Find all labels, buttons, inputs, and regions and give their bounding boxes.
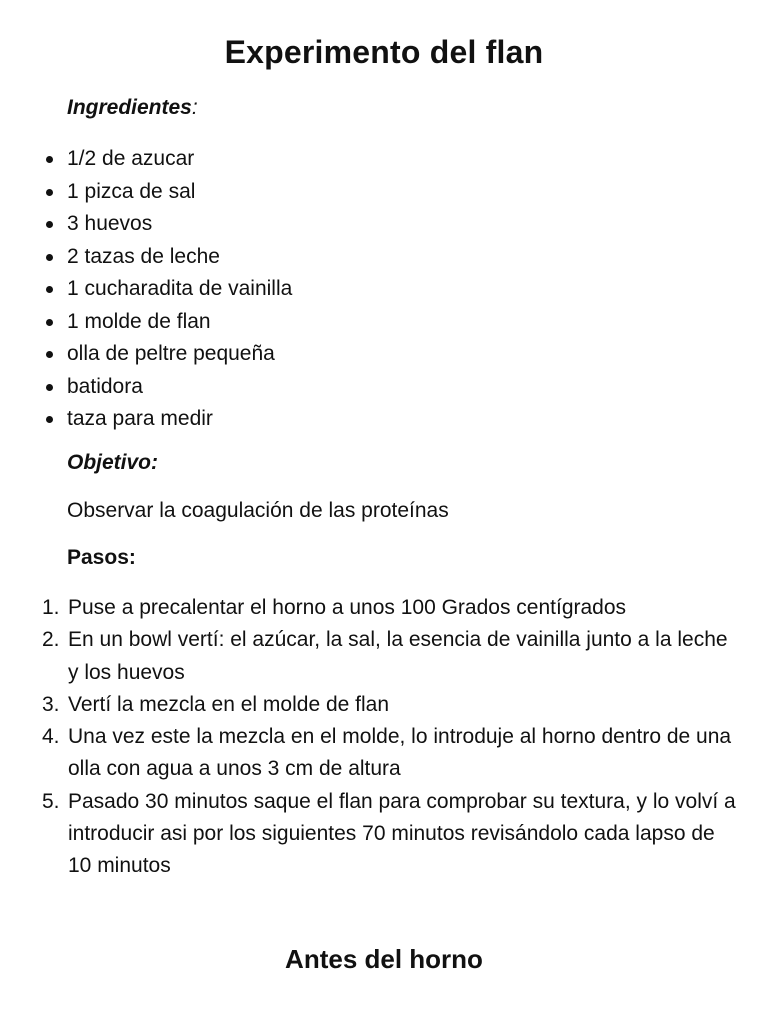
list-item bbox=[67, 405, 292, 438]
ingredient-text: 1 cucharadita de vainilla bbox=[67, 277, 293, 300]
step-number: 5. bbox=[42, 789, 60, 813]
objective-text: Observar la coagulación de las proteínas bbox=[67, 499, 449, 522]
ingredient-text: olla de peltre pequeña bbox=[67, 342, 275, 365]
ingredient-text: 1 molde de flan bbox=[67, 309, 211, 333]
ingredients-label-text: Ingredientes bbox=[67, 96, 192, 119]
steps-label-text: Pasos: bbox=[67, 546, 136, 569]
objective-label bbox=[67, 451, 158, 475]
ingredient-text: 2 tazas de leche bbox=[67, 244, 220, 268]
step-text: Una vez este la mezcla en el molde, lo introduje al horno dentro de una olla con agua a unos 3 cm de altura bbox=[68, 725, 732, 781]
ingredients-label-colon: : bbox=[191, 96, 198, 119]
bullet-icon bbox=[46, 384, 53, 391]
objective-label-text: Objetivo: bbox=[67, 451, 159, 474]
step-number: 3. bbox=[42, 692, 60, 716]
steps-list bbox=[42, 592, 738, 883]
step-text: Puse a precalentar el horno a unos 100 Grados centígrados bbox=[68, 596, 627, 619]
list-item bbox=[42, 689, 738, 721]
ingredient-text: 3 huevos bbox=[67, 212, 153, 235]
bullet-icon bbox=[46, 254, 53, 261]
step-number: 4. bbox=[42, 725, 60, 749]
page-title: Experimento del flan bbox=[224, 34, 544, 70]
list-item bbox=[67, 373, 292, 406]
bullet-icon bbox=[46, 286, 53, 293]
section-heading: Antes del horno bbox=[285, 944, 483, 974]
ingredients-list bbox=[67, 145, 292, 438]
list-item bbox=[67, 210, 292, 243]
bullet-icon bbox=[46, 156, 53, 163]
ingredients-label bbox=[67, 96, 198, 120]
list-item bbox=[67, 340, 292, 373]
ingredient-text: batidora bbox=[67, 374, 143, 398]
step-text: En un bowl vertí: el azúcar, la sal, la esencia de vainilla junto a la leche y los huevos bbox=[68, 628, 728, 684]
ingredient-text: 1 pizca de sal bbox=[67, 179, 196, 203]
bullet-icon bbox=[46, 319, 53, 326]
step-text: Pasado 30 minutos saque el flan para comprobar su textura, y lo volví a introducir asi por los siguientes 70 minutos revisándolo cada lapso de 10 minutos bbox=[68, 789, 736, 878]
bullet-icon bbox=[46, 416, 53, 423]
bullet-icon bbox=[46, 189, 53, 196]
list-item bbox=[42, 592, 738, 624]
step-number: 1. bbox=[42, 596, 60, 619]
list-item bbox=[42, 721, 738, 786]
ingredient-text: taza para medir bbox=[67, 407, 213, 430]
bullet-icon bbox=[46, 221, 53, 228]
list-item bbox=[42, 624, 738, 689]
list-item bbox=[67, 308, 292, 341]
step-text: Vertí la mezcla en el molde de flan bbox=[68, 692, 390, 716]
list-item bbox=[67, 178, 292, 211]
ingredient-text: 1/2 de azucar bbox=[67, 147, 195, 170]
list-item bbox=[67, 275, 292, 308]
list-item bbox=[67, 145, 292, 178]
bullet-icon bbox=[46, 351, 53, 358]
list-item bbox=[67, 243, 292, 276]
list-item bbox=[42, 786, 738, 883]
step-number: 2. bbox=[42, 628, 60, 652]
steps-label bbox=[67, 546, 136, 570]
